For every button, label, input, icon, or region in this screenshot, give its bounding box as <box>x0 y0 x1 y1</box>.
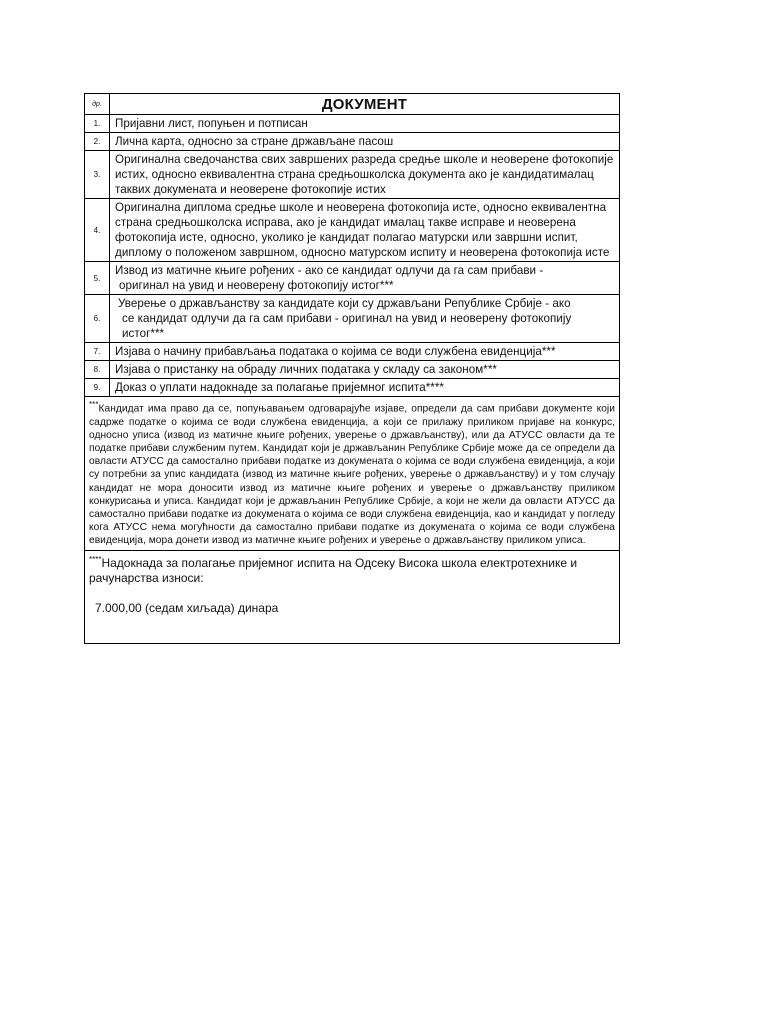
table-row <box>85 151 620 199</box>
table-row <box>85 343 620 361</box>
number-column-header: др. <box>85 94 110 115</box>
row-text: Оригинална сведочанства свих завршених разреда средње школе и неоверене фотокопије истих, односно еквивалентна страна средњошколска документа ако је кандидатималац таквих докумената и неоверене фотокопије истих <box>110 151 620 199</box>
table-row <box>85 361 620 379</box>
row-number: 8. <box>85 361 110 379</box>
fee-row <box>85 550 620 643</box>
fee-cell <box>85 550 620 643</box>
footnote-marker: *** <box>89 400 99 409</box>
footnote-text: Кандидат има право да се, попуњавањем одговарајуће изјаве, определи да сам прибави документе који садрже податке о којима се води службена евиденција, а који се прилажу приликом пријаве на конкурс, односно уписа (извод из матичне књиге рођених, уверење о држављанству), или да АТУСС овласти да те податке прибави службеним путем. Кандидат који је држављанин Републике Србије може да се определи да овласти АТУСС да самостално прибави податке из докумената о којима се води службена евиденција, а који су потребни за упис кандидата (извод из матичне књиге рођених, уверење о држављанству) и у том случају кандидат не мора доносити извод из матичне књиге рођених и уверење о држављанству приликом конкурисања и уписа. Кандидат који је држављанин Републике Србије, а који не жели да овласти АТУСС да самостално прибави податке из докумената о којима се води службена евиденција, као и кандидат у погледу кога АТУСС нема могућности да самостално прибави податке из докумената о којима се води службена евиденција, мора донети извод из матичне књиге рођених и уверење о држављанству приликом уписа. <box>89 403 615 547</box>
row-text-line: се кандидат одлучи да га сам прибави - оригинал на увид и неоверену фотокопију истог*** <box>122 312 572 340</box>
row-text: Пријавни лист, попуњен и потписан <box>110 115 620 133</box>
row-number: 6. <box>85 295 110 343</box>
row-text: Оригинална диплома средње школе и неоверена фотокопија исте, односно еквивалентна страна средњошколска исправа, ако је кандидат ималац такве исправе и неоверена фотокопија исте, односно, уколико је кандидат полагао матурски или завршни испит, диплому о положеном завршном, односно матурском испиту и неоверена фотокопија исте <box>110 199 620 262</box>
table-row <box>85 115 620 133</box>
footnote-row <box>85 397 620 551</box>
fee-amount: 7.000,00 (седам хиљада) динара <box>95 600 279 615</box>
row-number: 3. <box>85 151 110 199</box>
row-number: 9. <box>85 379 110 397</box>
row-text: Изјава о начину прибављања података о којима се води службена евиденција*** <box>110 343 620 361</box>
row-number: 4. <box>85 199 110 262</box>
row-number: 7. <box>85 343 110 361</box>
row-text <box>110 295 620 343</box>
fee-marker: **** <box>89 554 102 564</box>
fee-description <box>89 551 615 586</box>
fee-description-text: Надокнада за полагање пријемног испита на Одсеку Висока школа електротехнике и рачунарства износи: <box>89 555 578 585</box>
row-text: Изјава о пристанку на обраду личних података у складу са законом*** <box>110 361 620 379</box>
table-row <box>85 199 620 262</box>
table-header-row <box>85 94 620 115</box>
row-number: 1. <box>85 115 110 133</box>
row-number: 5. <box>85 262 110 295</box>
table-row <box>85 379 620 397</box>
row-text: Лична карта, односно за стране држављане пасош <box>110 133 620 151</box>
row-text-line: Уверење о држављанству за кандидате који су држављани Републике Србије - ако <box>118 297 571 310</box>
row-text-line: оригинал на увид и неоверену фотокопију истог*** <box>119 279 394 292</box>
row-text-line: Извод из матичне књиге рођених - ако се кандидат одлучи да га сам прибави - <box>115 264 544 277</box>
row-text: Доказ о уплати надокнаде за полагање пријемног испита**** <box>110 379 620 397</box>
documents-table <box>84 93 620 644</box>
row-text <box>110 262 620 295</box>
table-row <box>85 295 620 343</box>
document-column-header: ДОКУМЕНТ <box>110 94 620 115</box>
table-row <box>85 262 620 295</box>
footnote-cell <box>85 397 620 551</box>
row-number: 2. <box>85 133 110 151</box>
table-row <box>85 133 620 151</box>
